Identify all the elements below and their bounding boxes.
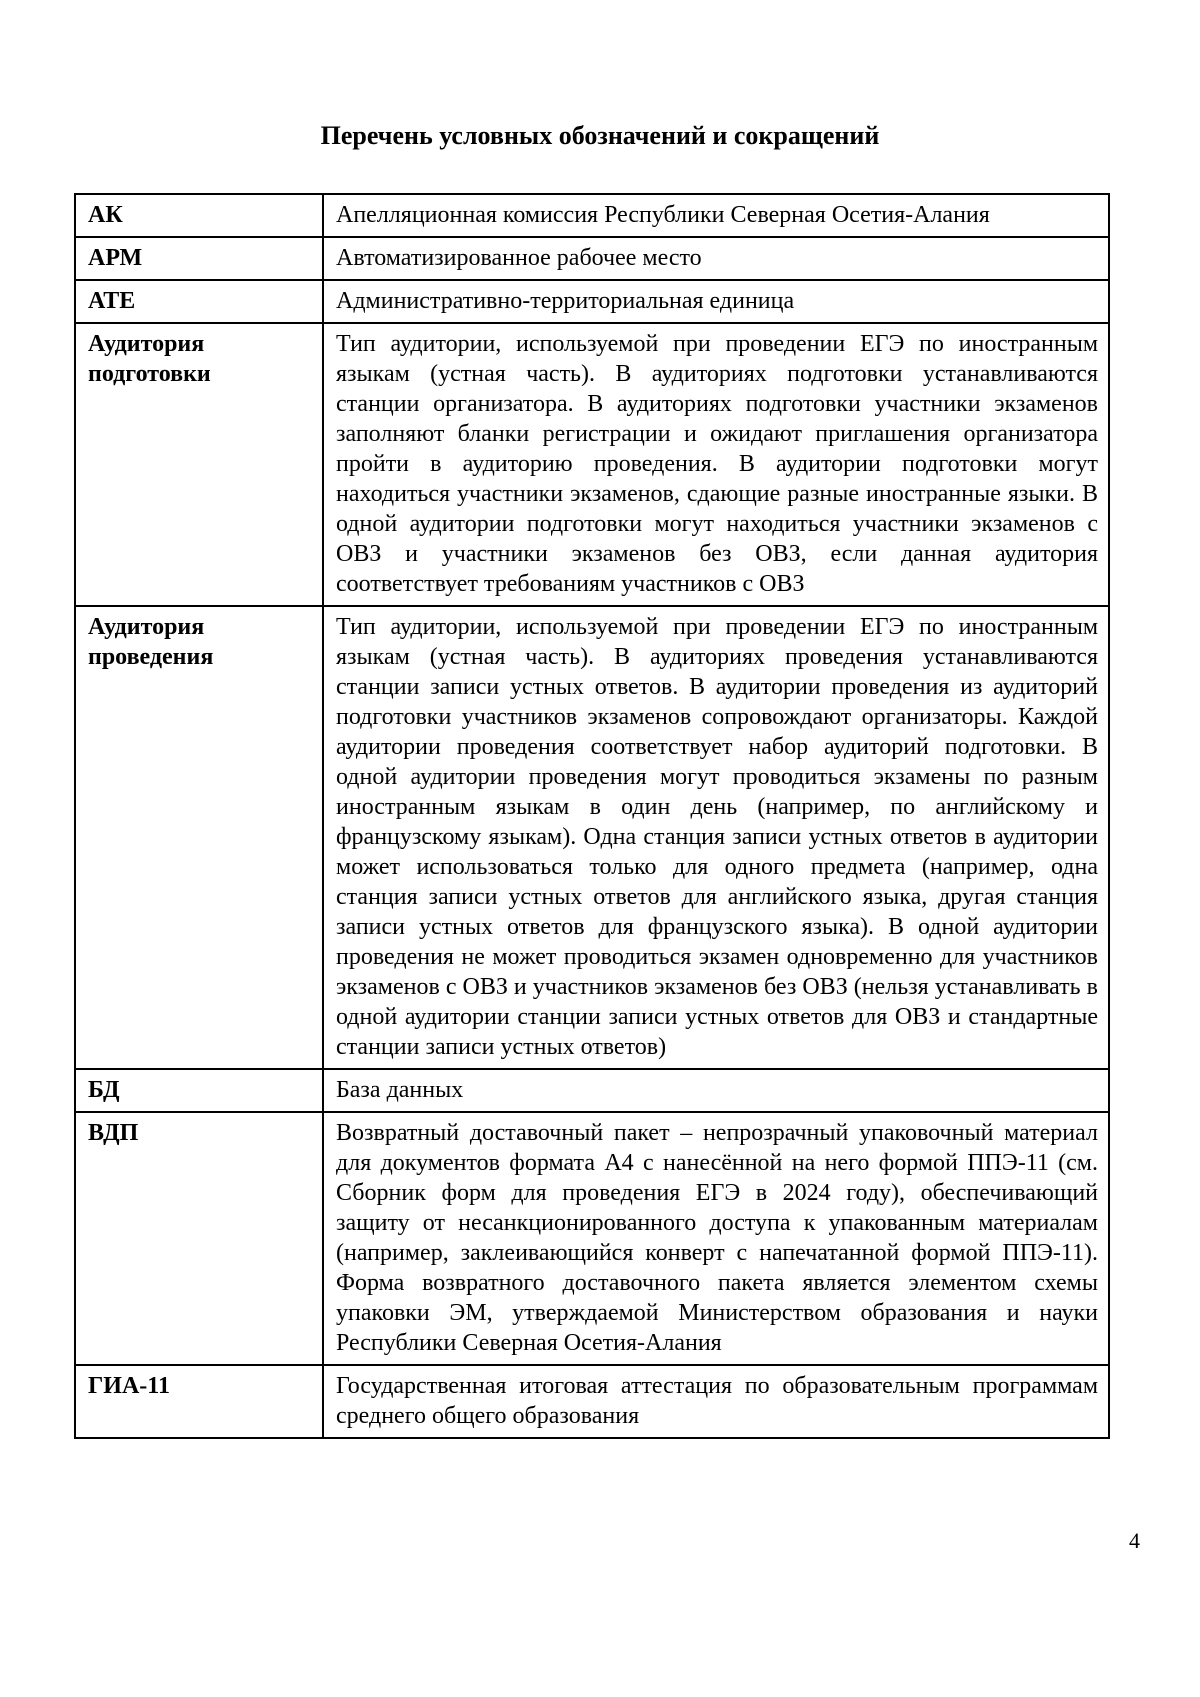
definition-cell: Возвратный доставочный пакет – непрозрачный упаковочный материал для документов формата А4 с нанесённой на него формой ППЭ-11 (см. Сборник форм для проведения ЕГЭ в 2024 году), обеспечивающий защиту от несанкционированного доступа к упакованным материалам (например, заклеивающийся конверт с напечатанной формой ППЭ-11). Форма возвратного доставочного пакета является элементом схемы упаковки ЭМ, утверждаемой Министерством образования и науки Республики Северная Осетия-Алания xyxy=(323,1112,1109,1365)
definition-cell: Государственная итоговая аттестация по образовательным программам среднего общего образования xyxy=(323,1365,1109,1438)
table-row xyxy=(75,1069,1109,1112)
term-cell: АРМ xyxy=(75,237,323,280)
table-row xyxy=(75,237,1109,280)
abbreviations-table xyxy=(74,193,1110,1439)
definition-cell: Административно-территориальная единица xyxy=(323,280,1109,323)
page-number: 4 xyxy=(1129,1528,1140,1553)
term-cell: ГИА-11 xyxy=(75,1365,323,1438)
table-row xyxy=(75,1365,1109,1438)
term-cell: Аудитория подготовки xyxy=(75,323,323,606)
table-row xyxy=(75,1112,1109,1365)
table-row xyxy=(75,194,1109,237)
definition-cell: Тип аудитории, используемой при проведении ЕГЭ по иностранным языкам (устная часть). В аудиториях проведения устанавливаются станции записи устных ответов. В аудитории проведения из аудиторий подготовки участников экзаменов сопровождают организаторы. Каждой аудитории проведения соответствует набор аудиторий подготовки. В одной аудитории проведения могут проводиться экзамены по разным иностранным языкам в один день (например, по английскому и французскому языкам). Одна станция записи устных ответов в аудитории может использоваться только для одного предмета (например, одна станция записи устных ответов для английского языка, другая станция записи устных ответов для французского языка). В одной аудитории проведения не может проводиться экзамен одновременно для участников экзаменов с ОВЗ и участников экзаменов без ОВЗ (нельзя устанавливать в одной аудитории станции записи устных ответов для ОВЗ и стандартные станции записи устных ответов) xyxy=(323,606,1109,1069)
definition-cell: Апелляционная комиссия Республики Северная Осетия-Алания xyxy=(323,194,1109,237)
page-title: Перечень условных обозначений и сокращений xyxy=(320,121,880,150)
definition-cell: База данных xyxy=(323,1069,1109,1112)
term-cell: АК xyxy=(75,194,323,237)
term-cell: Аудитория проведения xyxy=(75,606,323,1069)
term-cell: ВДП xyxy=(75,1112,323,1365)
definition-cell: Тип аудитории, используемой при проведении ЕГЭ по иностранным языкам (устная часть). В аудиториях подготовки устанавливаются станции организатора. В аудиториях подготовки участники экзаменов заполняют бланки регистрации и ожидают приглашения организатора пройти в аудиторию проведения. В аудитории подготовки могут находиться участники экзаменов, сдающие разные иностранные языки. В одной аудитории подготовки могут находиться участники экзаменов с ОВЗ и участники экзаменов без ОВЗ, если данная аудитория соответствует требованиям участников с ОВЗ xyxy=(323,323,1109,606)
term-cell: АТЕ xyxy=(75,280,323,323)
table-row xyxy=(75,606,1109,1069)
term-cell: БД xyxy=(75,1069,323,1112)
definition-cell: Автоматизированное рабочее место xyxy=(323,237,1109,280)
table-row xyxy=(75,280,1109,323)
table-row xyxy=(75,323,1109,606)
abbreviations-table-body xyxy=(75,194,1109,1438)
